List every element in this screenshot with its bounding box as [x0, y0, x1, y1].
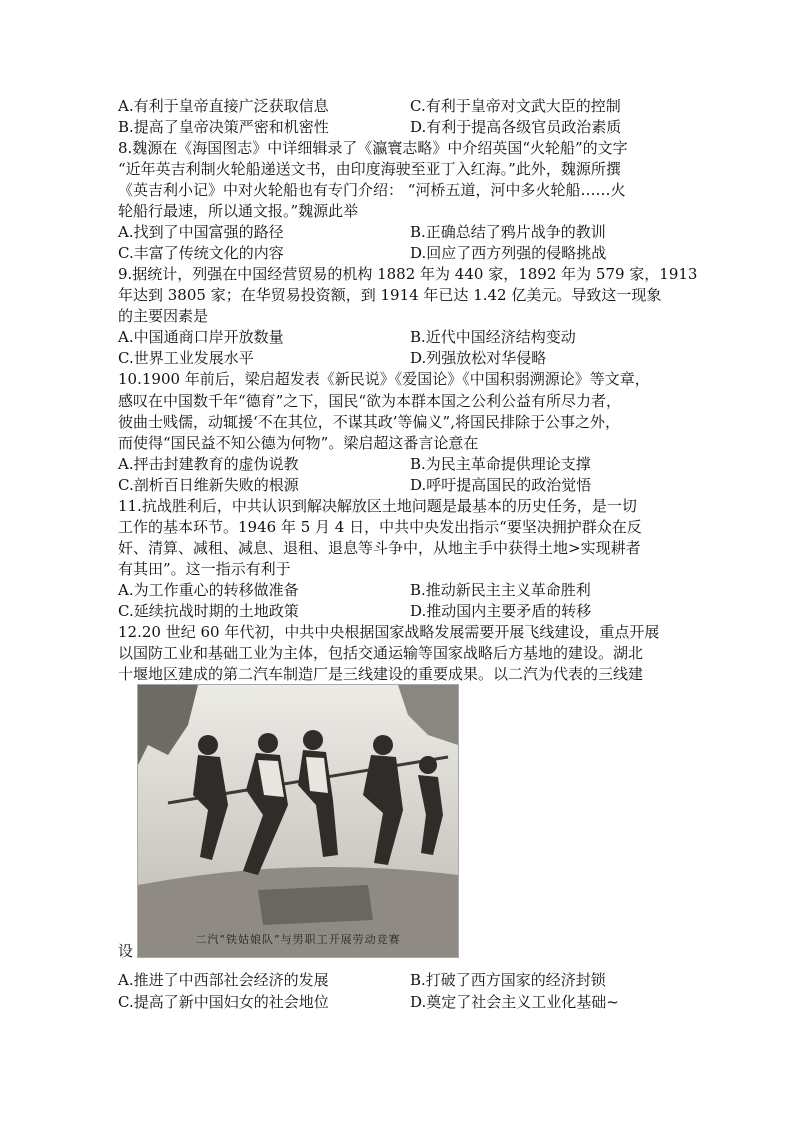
q7-option-b[interactable]: B.提高了皇帝决策严密和机密性	[118, 118, 329, 136]
photo-illustration	[138, 685, 458, 957]
q8-option-c[interactable]: C.丰富了传统文化的内容	[118, 244, 284, 262]
q10-option-a[interactable]: A.抨击封建教育的虚伪说教	[118, 455, 299, 473]
q9-stem-line-1: 9.据统计，列强在中国经营贸易的机构 1882 年为 440 家，1892 年为 579 家，1913	[118, 265, 698, 283]
q9-stem-line-2: 年达到 3805 家；在华贸易投资额，到 1914 年已达 1.42 亿美元。导致这一现象	[118, 286, 662, 304]
q11-option-c[interactable]: C.延续抗战时期的土地政策	[118, 602, 299, 620]
q9-option-d[interactable]: D.列强放松对华侵略	[410, 349, 547, 367]
q10-option-b[interactable]: B.为民主革命提供理论支撑	[410, 455, 591, 473]
q8-option-b[interactable]: B.正确总结了鸦片战争的教训	[410, 223, 606, 241]
q7-option-c[interactable]: C.有利于皇帝对文武大臣的控制	[410, 97, 621, 115]
q11-stem-line-1: 11.抗战胜利后，中共认识到解决解放区土地问题是最基本的历史任务，是一切	[118, 497, 637, 515]
q11-option-d[interactable]: D.推动国内主要矛盾的转移	[410, 602, 592, 620]
q10-option-d[interactable]: D.呼吁提高国民的政治觉悟	[410, 476, 592, 494]
q10-stem-line-2: 感叹在中国数千年“德育”之下，国民“欲为本群本国之公利公益有所尽力者，	[118, 392, 622, 410]
q11-stem-line-3: 奸、清算、减租、减息、退租、退息等斗争中，从地主手中获得土地>实现耕者	[118, 539, 641, 557]
q12-stem-tail: 设	[118, 942, 134, 960]
q9-stem-line-3: 的主要因素是	[118, 307, 209, 325]
q12-option-b[interactable]: B.打破了西方国家的经济封锁	[410, 971, 606, 989]
q10-stem-line-1: 10.1900 年前后，梁启超发表《新民说》《爱国论》《中国积弱溯源论》等文章，	[118, 370, 650, 388]
q8-option-a[interactable]: A.找到了中国富强的路径	[118, 223, 284, 241]
q12-stem-line-1: 12.20 世纪 60 年代初，中共中央根据国家战略发展需要开展飞线建设，重点开展	[118, 623, 660, 641]
q8-stem-line-3: 《英吉利小记》中对火轮船也有专门介绍： “河桥五道，河中多火轮船……火	[118, 181, 626, 199]
q8-stem-line-4: 轮船行最速，所以通文报。”魏源此举	[118, 202, 359, 220]
q12-option-a[interactable]: A.推进了中西部社会经济的发展	[118, 971, 329, 989]
historical-photo	[137, 684, 459, 958]
q10-stem-line-4: 而使得“国民益不知公德为何物”。梁启超这番言论意在	[118, 434, 479, 452]
q9-option-c[interactable]: C.世界工业发展水平	[118, 349, 254, 367]
q12-stem-line-2: 以国防工业和基础工业为主体，包括交通运输等国家战略后方基地的建设。湖北	[118, 644, 644, 662]
q10-stem-line-3: 彼曲士贱儒，动辄援‘不在其位，不谋其政’等偏义”,将国民排除于公事之外，	[118, 413, 620, 431]
q11-stem-line-4: 有其田”。这一指示有利于	[118, 560, 291, 578]
q9-option-a[interactable]: A.中国通商口岸开放数量	[118, 328, 284, 346]
q9-option-b[interactable]: B.近代中国经济结构变动	[410, 328, 576, 346]
q11-stem-line-2: 工作的基本环节。1946 年 5 月 4 日，中共中央发出指示“要坚决拥护群众在反	[118, 518, 642, 536]
q12-option-c[interactable]: C.提高了新中国妇女的社会地位	[118, 993, 329, 1011]
q12-option-d[interactable]: D.奠定了社会主义工业化基础~	[410, 993, 619, 1011]
q10-option-c[interactable]: C.剖析百日维新失败的根源	[118, 476, 299, 494]
photo-caption: 二汽“铁姑娘队”与男职工开展劳动竞赛	[195, 933, 401, 946]
q7-option-d[interactable]: D.有利于提高各级官员政治素质	[410, 118, 622, 136]
q7-option-a[interactable]: A.有利于皇帝直接广泛获取信息	[118, 97, 329, 115]
q11-option-b[interactable]: B.推动新民主主义革命胜利	[410, 581, 591, 599]
q8-stem-line-2: “近年英吉利制火轮船递送文书，由印度海驶至亚丁入红海。”此外，魏源所撰	[118, 160, 621, 178]
q11-option-a[interactable]: A.为工作重心的转移做准备	[118, 581, 299, 599]
q8-option-d[interactable]: D.回应了西方列强的侵略挑战	[410, 244, 607, 262]
q8-stem-line-1: 8.魏源在《海国图志》中详细辑录了《瀛寰志略》中介绍英国“火轮船”的文字	[118, 139, 628, 157]
q12-stem-line-3: 十堰地区建成的第二汽车制造厂是三线建设的重要成果。以二汽为代表的三线建	[118, 665, 644, 683]
